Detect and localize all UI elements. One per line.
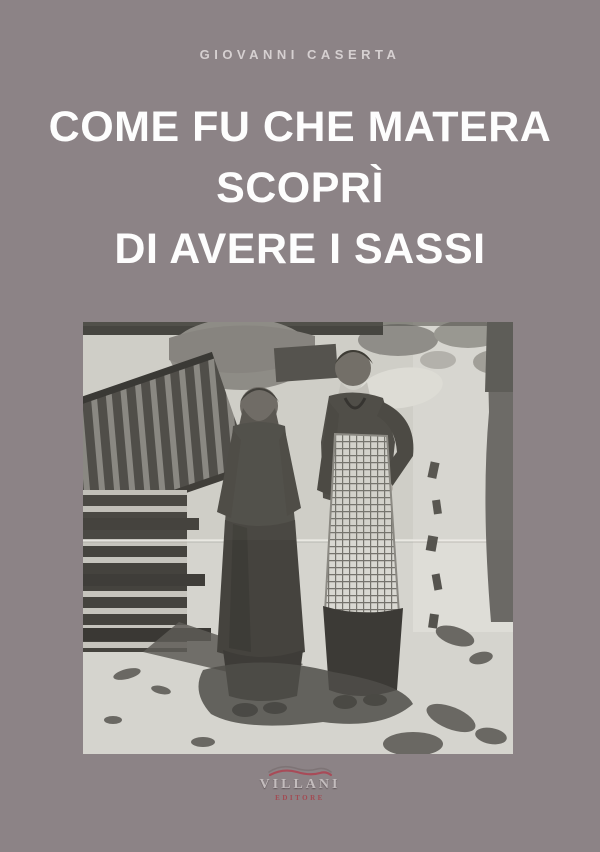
publisher-name: VILLANI [259,777,341,792]
author-name: GIOVANNI CASERTA [199,47,401,62]
title-line-1: COME FU CHE MATERA [48,103,552,151]
publisher-logo [0,763,600,802]
publisher-subtitle: EDITORE [275,794,325,802]
book-title [0,97,600,280]
cover-photo [83,322,513,754]
title-line-2: SCOPRÌ [216,164,384,212]
title-line-3: DI AVERE I SASSI [114,225,486,273]
